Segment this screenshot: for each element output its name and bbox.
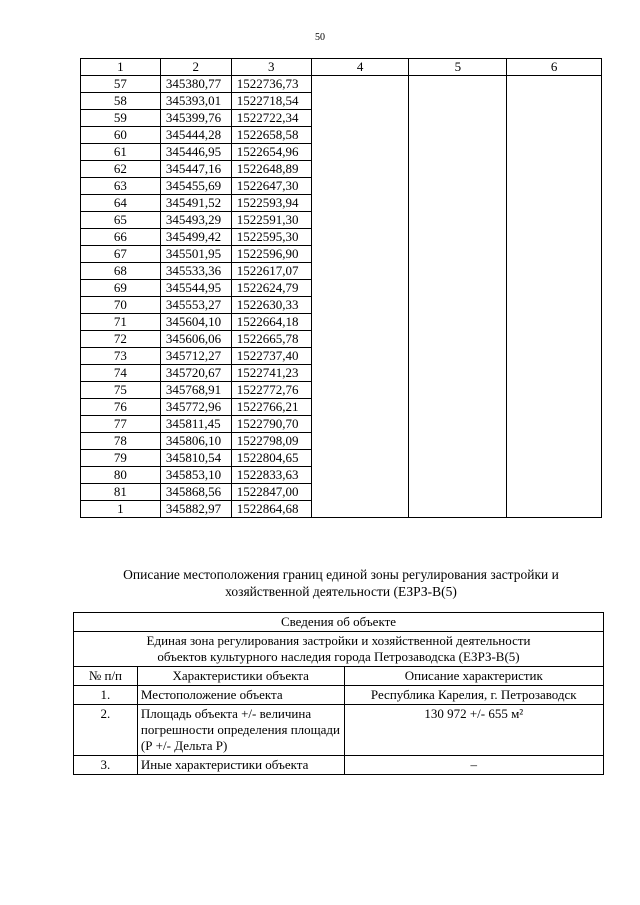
table-row	[81, 416, 602, 433]
column-header-characteristic: Характеристики объекта	[137, 667, 344, 686]
row-characteristic: Иные характеристики объекта	[137, 756, 344, 775]
empty-cell	[311, 501, 409, 518]
empty-cell	[311, 416, 409, 433]
table-row	[81, 195, 602, 212]
empty-cell	[409, 144, 507, 161]
empty-cell	[409, 161, 507, 178]
x-coordinate-cell: 345455,69	[160, 178, 231, 195]
y-coordinate-cell: 1522617,07	[231, 263, 311, 280]
point-number-cell: 73	[81, 348, 161, 365]
empty-cell	[311, 331, 409, 348]
column-header: 1	[81, 59, 161, 76]
x-coordinate-cell: 345399,76	[160, 110, 231, 127]
object-info-table	[73, 612, 604, 775]
y-coordinate-cell: 1522741,23	[231, 365, 311, 382]
x-coordinate-cell: 345606,06	[160, 331, 231, 348]
x-coordinate-cell: 345380,77	[160, 76, 231, 93]
point-number-cell: 61	[81, 144, 161, 161]
empty-cell	[507, 297, 602, 314]
y-coordinate-cell: 1522647,30	[231, 178, 311, 195]
column-header: 2	[160, 59, 231, 76]
y-coordinate-cell: 1522624,79	[231, 280, 311, 297]
empty-cell	[311, 348, 409, 365]
table-row	[81, 467, 602, 484]
point-number-cell: 72	[81, 331, 161, 348]
table-row	[81, 331, 602, 348]
empty-cell	[409, 280, 507, 297]
empty-cell	[507, 280, 602, 297]
x-coordinate-cell: 345553,27	[160, 297, 231, 314]
x-coordinate-cell: 345393,01	[160, 93, 231, 110]
section-title-line-2: хозяйственной деятельности (ЕЗРЗ-В(5)	[225, 584, 457, 599]
empty-cell	[409, 433, 507, 450]
row-number: 3.	[74, 756, 138, 775]
empty-cell	[409, 365, 507, 382]
empty-cell	[409, 501, 507, 518]
empty-cell	[507, 195, 602, 212]
table-row	[81, 382, 602, 399]
row-number: 1.	[74, 686, 138, 705]
empty-cell	[311, 161, 409, 178]
row-characteristic: Местоположение объекта	[137, 686, 344, 705]
y-coordinate-cell: 1522654,96	[231, 144, 311, 161]
point-number-cell: 65	[81, 212, 161, 229]
empty-cell	[311, 365, 409, 382]
empty-cell	[311, 467, 409, 484]
table-row	[81, 212, 602, 229]
y-coordinate-cell: 1522798,09	[231, 433, 311, 450]
table-row	[81, 263, 602, 280]
point-number-cell: 58	[81, 93, 161, 110]
empty-cell	[507, 144, 602, 161]
table-row	[81, 399, 602, 416]
table-row	[81, 433, 602, 450]
x-coordinate-cell: 345811,45	[160, 416, 231, 433]
empty-cell	[409, 263, 507, 280]
point-number-cell: 68	[81, 263, 161, 280]
object-info-row	[74, 686, 604, 705]
empty-cell	[409, 467, 507, 484]
point-number-cell: 78	[81, 433, 161, 450]
point-number-cell: 79	[81, 450, 161, 467]
empty-cell	[507, 127, 602, 144]
empty-cell	[311, 76, 409, 93]
empty-cell	[507, 229, 602, 246]
empty-cell	[311, 195, 409, 212]
empty-cell	[311, 263, 409, 280]
x-coordinate-cell: 345533,36	[160, 263, 231, 280]
empty-cell	[507, 348, 602, 365]
empty-cell	[507, 76, 602, 93]
table-row	[81, 178, 602, 195]
point-number-cell: 75	[81, 382, 161, 399]
y-coordinate-cell: 1522864,68	[231, 501, 311, 518]
empty-cell	[409, 331, 507, 348]
empty-cell	[507, 314, 602, 331]
y-coordinate-cell: 1522658,58	[231, 127, 311, 144]
y-coordinate-cell: 1522593,94	[231, 195, 311, 212]
x-coordinate-cell: 345444,28	[160, 127, 231, 144]
empty-cell	[507, 93, 602, 110]
row-characteristic: Площадь объекта +/- величина погрешности определения площади (Р +/- Дельта Р)	[137, 705, 344, 756]
point-number-cell: 64	[81, 195, 161, 212]
empty-cell	[409, 178, 507, 195]
empty-cell	[507, 246, 602, 263]
x-coordinate-cell: 345446,95	[160, 144, 231, 161]
empty-cell	[507, 212, 602, 229]
x-coordinate-cell: 345853,10	[160, 467, 231, 484]
empty-cell	[311, 399, 409, 416]
x-coordinate-cell: 345810,54	[160, 450, 231, 467]
x-coordinate-cell: 345806,10	[160, 433, 231, 450]
empty-cell	[311, 212, 409, 229]
object-info-row	[74, 705, 604, 756]
empty-cell	[507, 433, 602, 450]
empty-cell	[409, 76, 507, 93]
empty-cell	[311, 110, 409, 127]
empty-cell	[311, 314, 409, 331]
object-info-heading: Сведения об объекте	[74, 613, 604, 632]
empty-cell	[311, 246, 409, 263]
x-coordinate-cell: 345720,67	[160, 365, 231, 382]
x-coordinate-cell: 345868,56	[160, 484, 231, 501]
column-header: 5	[409, 59, 507, 76]
point-number-cell: 57	[81, 76, 161, 93]
empty-cell	[507, 382, 602, 399]
y-coordinate-cell: 1522736,73	[231, 76, 311, 93]
point-number-cell: 70	[81, 297, 161, 314]
empty-cell	[507, 110, 602, 127]
y-coordinate-cell: 1522804,65	[231, 450, 311, 467]
empty-cell	[507, 450, 602, 467]
row-description: –	[344, 756, 603, 775]
empty-cell	[409, 382, 507, 399]
empty-cell	[409, 348, 507, 365]
table-row	[81, 110, 602, 127]
empty-cell	[311, 144, 409, 161]
empty-cell	[311, 382, 409, 399]
empty-cell	[507, 399, 602, 416]
empty-cell	[409, 195, 507, 212]
y-coordinate-cell: 1522772,76	[231, 382, 311, 399]
section-title-line-1: Описание местоположения границ единой зоны регулирования застройки и	[123, 567, 559, 582]
empty-cell	[409, 127, 507, 144]
empty-cell	[409, 314, 507, 331]
column-header: 6	[507, 59, 602, 76]
section-title	[80, 566, 602, 600]
empty-cell	[409, 297, 507, 314]
x-coordinate-cell: 345772,96	[160, 399, 231, 416]
point-number-cell: 62	[81, 161, 161, 178]
y-coordinate-cell: 1522664,18	[231, 314, 311, 331]
point-number-cell: 66	[81, 229, 161, 246]
empty-cell	[409, 212, 507, 229]
object-info-subheading-line-1: Единая зона регулирования застройки и хозяйственной деятельности	[146, 633, 531, 648]
empty-cell	[507, 467, 602, 484]
object-info-subheading	[74, 632, 604, 667]
x-coordinate-cell: 345493,29	[160, 212, 231, 229]
empty-cell	[507, 501, 602, 518]
table-row	[81, 365, 602, 382]
table-row	[81, 297, 602, 314]
object-info-column-headers	[74, 667, 604, 686]
point-number-cell: 67	[81, 246, 161, 263]
table-row	[81, 161, 602, 178]
y-coordinate-cell: 1522833,63	[231, 467, 311, 484]
row-description: 130 972 +/- 655 м²	[344, 705, 603, 756]
x-coordinate-cell: 345544,95	[160, 280, 231, 297]
y-coordinate-cell: 1522595,30	[231, 229, 311, 246]
point-number-cell: 69	[81, 280, 161, 297]
object-info-row	[74, 756, 604, 775]
y-coordinate-cell: 1522766,21	[231, 399, 311, 416]
empty-cell	[507, 331, 602, 348]
empty-cell	[311, 178, 409, 195]
empty-cell	[409, 450, 507, 467]
y-coordinate-cell: 1522665,78	[231, 331, 311, 348]
point-number-cell: 74	[81, 365, 161, 382]
table-row	[81, 246, 602, 263]
empty-cell	[409, 110, 507, 127]
empty-cell	[311, 297, 409, 314]
empty-cell	[507, 416, 602, 433]
x-coordinate-cell: 345604,10	[160, 314, 231, 331]
coordinates-body	[81, 76, 602, 518]
point-number-cell: 1	[81, 501, 161, 518]
point-number-cell: 76	[81, 399, 161, 416]
empty-cell	[409, 416, 507, 433]
object-info-subheading-line-2: объектов культурного наследия города Петрозаводска (ЕЗРЗ-В(5)	[157, 649, 520, 664]
row-description: Республика Карелия, г. Петрозаводск	[344, 686, 603, 705]
empty-cell	[311, 229, 409, 246]
y-coordinate-cell: 1522648,89	[231, 161, 311, 178]
table-row	[81, 127, 602, 144]
coordinates-header-row	[81, 59, 602, 76]
empty-cell	[311, 127, 409, 144]
column-header-description: Описание характеристик	[344, 667, 603, 686]
empty-cell	[507, 263, 602, 280]
page-number: 50	[315, 32, 325, 43]
x-coordinate-cell: 345501,95	[160, 246, 231, 263]
x-coordinate-cell: 345882,97	[160, 501, 231, 518]
table-row	[81, 348, 602, 365]
x-coordinate-cell: 345491,52	[160, 195, 231, 212]
table-row	[81, 484, 602, 501]
table-row	[81, 93, 602, 110]
empty-cell	[311, 484, 409, 501]
y-coordinate-cell: 1522722,34	[231, 110, 311, 127]
table-row	[81, 229, 602, 246]
empty-cell	[311, 93, 409, 110]
point-number-cell: 60	[81, 127, 161, 144]
column-header: 4	[311, 59, 409, 76]
table-row	[81, 76, 602, 93]
table-row	[81, 501, 602, 518]
coordinates-table	[80, 58, 602, 518]
table-row	[81, 314, 602, 331]
point-number-cell: 71	[81, 314, 161, 331]
point-number-cell: 63	[81, 178, 161, 195]
y-coordinate-cell: 1522737,40	[231, 348, 311, 365]
empty-cell	[311, 280, 409, 297]
empty-cell	[507, 484, 602, 501]
empty-cell	[409, 399, 507, 416]
point-number-cell: 81	[81, 484, 161, 501]
column-header-number: № п/п	[74, 667, 138, 686]
y-coordinate-cell: 1522630,33	[231, 297, 311, 314]
y-coordinate-cell: 1522790,70	[231, 416, 311, 433]
row-number: 2.	[74, 705, 138, 756]
x-coordinate-cell: 345499,42	[160, 229, 231, 246]
point-number-cell: 59	[81, 110, 161, 127]
empty-cell	[409, 246, 507, 263]
empty-cell	[311, 433, 409, 450]
x-coordinate-cell: 345712,27	[160, 348, 231, 365]
empty-cell	[507, 178, 602, 195]
y-coordinate-cell: 1522596,90	[231, 246, 311, 263]
empty-cell	[507, 365, 602, 382]
empty-cell	[409, 484, 507, 501]
point-number-cell: 77	[81, 416, 161, 433]
empty-cell	[507, 161, 602, 178]
table-row	[81, 450, 602, 467]
y-coordinate-cell: 1522718,54	[231, 93, 311, 110]
table-row	[81, 280, 602, 297]
x-coordinate-cell: 345768,91	[160, 382, 231, 399]
table-row	[81, 144, 602, 161]
empty-cell	[409, 229, 507, 246]
y-coordinate-cell: 1522847,00	[231, 484, 311, 501]
column-header: 3	[231, 59, 311, 76]
empty-cell	[311, 450, 409, 467]
x-coordinate-cell: 345447,16	[160, 161, 231, 178]
point-number-cell: 80	[81, 467, 161, 484]
y-coordinate-cell: 1522591,30	[231, 212, 311, 229]
empty-cell	[409, 93, 507, 110]
